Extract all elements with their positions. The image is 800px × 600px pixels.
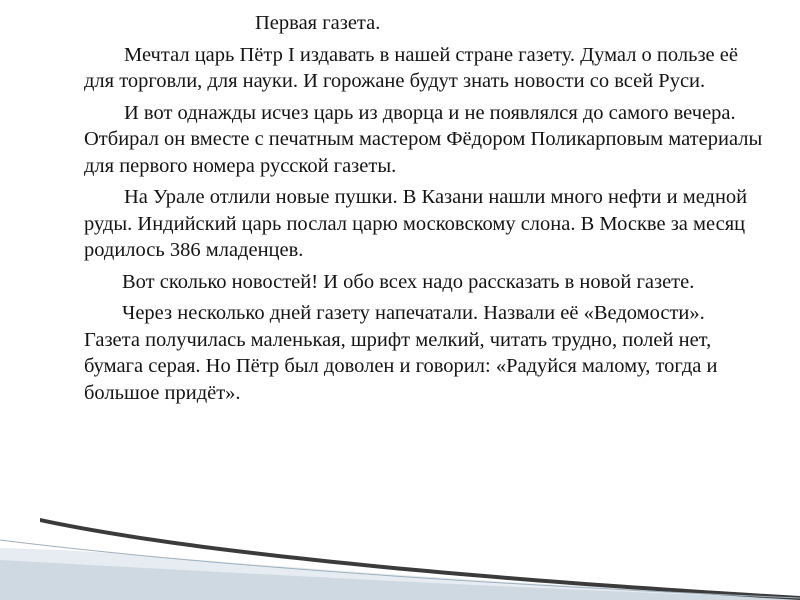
paragraph-1: Мечтал царь Пётр I издавать в нашей стране газету. Думал о пользе её для торговли, для науки. И горожане будут знать новости со всей Руси. (84, 43, 738, 92)
slide-text (84, 10, 764, 411)
slide-title: Первая газета. (255, 12, 381, 34)
paragraph-2: И вот однажды исчез царь из дворца и не появлялся до самого вечера. Отбирал он вместе с печатным мастером Фёдором Поликарповым материалы для первого номера русской газеты. (84, 101, 763, 177)
paragraph-4: Вот сколько новостей! И обо всех надо рассказать в новой газете. (122, 270, 695, 293)
paragraph-5: Через несколько дней газету напечатали. Назвали её «Ведомости». Газета получилась маленькая, шрифт мелкий, читать трудно, полей нет, бумага серая. Но Пётр был доволен и говорил: «Радуйся малому, тогда и большое придёт». (84, 302, 718, 404)
paragraph-3: На Урале отлили новые пушки. В Казани нашли много нефти и медной руды. Индийский царь послал царю московскому слона. В Москве за месяц родилось 386 младенцев. (84, 186, 748, 261)
